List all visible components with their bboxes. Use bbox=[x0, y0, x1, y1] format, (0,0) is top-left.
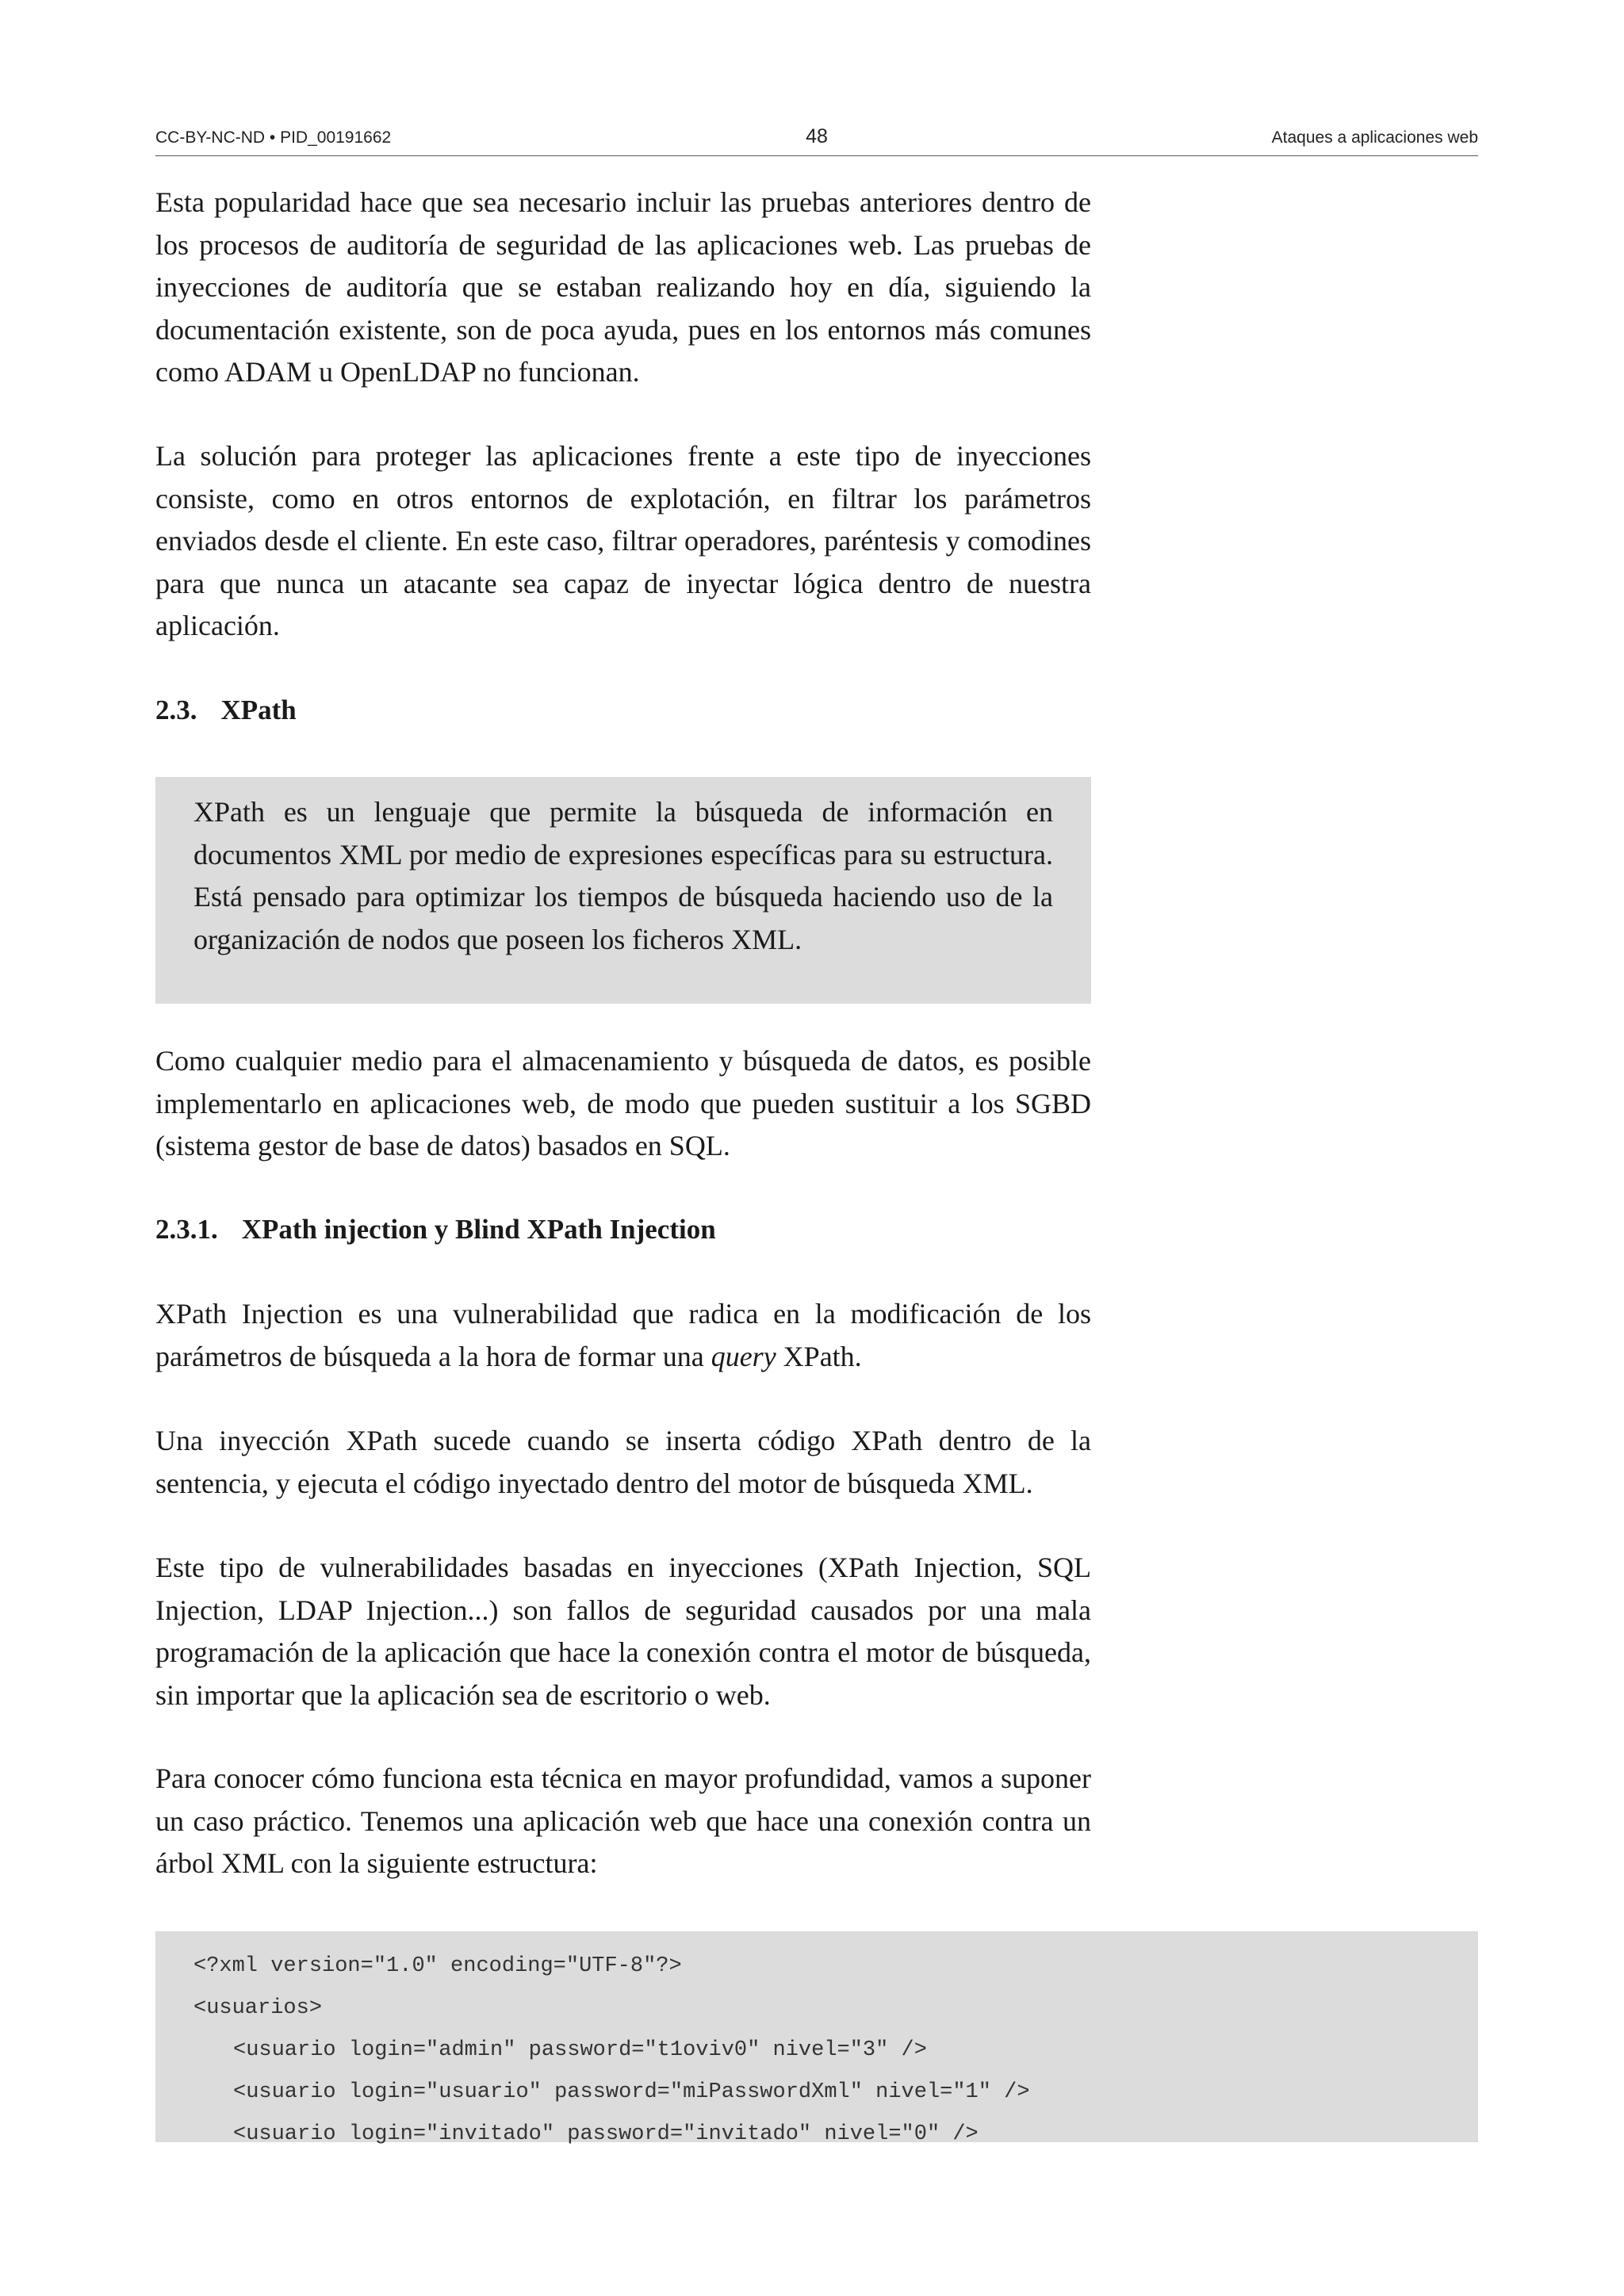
section-heading-xpath bbox=[155, 689, 1091, 732]
section-title: XPath bbox=[220, 695, 297, 725]
header-document-title: Ataques a aplicaciones web bbox=[1271, 128, 1478, 147]
paragraph-xpath-injection bbox=[155, 1293, 1091, 1378]
header-license-id: CC-BY-NC-ND • PID_00191662 bbox=[155, 128, 392, 147]
subsection-title: XPath injection y Blind XPath Injection bbox=[241, 1214, 716, 1245]
paragraph-text: Este tipo de vulnerabilidades basadas en inyecciones (XPath Injection, SQL Injection, LDAP Injection...) son fallos de seguridad causados por una mala programación de la aplicación que hace la conexión contra el motor de búsqueda, sin importar que la aplicación sea de escritorio o web. bbox=[155, 1552, 1091, 1711]
paragraph-text: La solución para proteger las aplicaciones frente a este tipo de inyecciones consiste, como en otros entornos de explotación, en filtrar los parámetros enviados desde el cliente. En este caso, filtrar operadores, paréntesis y comodines para que nunca un atacante sea capaz de inyectar lógica dentro de nuestra aplicación. bbox=[155, 440, 1091, 641]
paragraph-text: Para conocer cómo funciona esta técnica en mayor profundidad, vamos a suponer un caso práctico. Tenemos una aplicación web que hace una conexión contra un árbol XML con la siguiente estructura: bbox=[155, 1762, 1091, 1879]
paragraph-text: Una inyección XPath sucede cuando se inserta código XPath dentro de la sentencia, y ejecuta el código inyectado dentro del motor de búsqueda XML. bbox=[155, 1425, 1091, 1499]
paragraph-xpath-inyeccion bbox=[155, 1420, 1091, 1505]
code-line: <usuarios> bbox=[193, 1996, 323, 2020]
paragraph-popularity bbox=[155, 182, 1091, 394]
paragraph-storage bbox=[155, 1040, 1091, 1168]
emphasis-query: query bbox=[710, 1340, 776, 1372]
page-number: 48 bbox=[806, 125, 828, 147]
paragraph-text-end: XPath. bbox=[776, 1340, 862, 1372]
paragraph-vulnerabilities bbox=[155, 1547, 1091, 1716]
page-header bbox=[155, 125, 1478, 156]
definition-text: XPath es un lenguaje que permite la búsqueda de información en documentos XML por medio de expresiones específicas para su estructura. Está pensado para optimizar los tiempos de búsqueda haciendo uso de la organización de nodos que poseen los ficheros XML. bbox=[193, 796, 1053, 955]
subsection-number: 2.3.1. bbox=[155, 1214, 218, 1245]
paragraph-text bbox=[155, 1293, 1091, 1378]
paragraph-practical-case bbox=[155, 1758, 1091, 1885]
paragraph-text: Esta popularidad hace que sea necesario incluir las pruebas anteriores dentro de los procesos de auditoría de seguridad de las aplicaciones web. Las pruebas de inyecciones de auditoría que se estaban realizando hoy en día, siguiendo la documentación existente, son de poca ayuda, pues en los entornos más comunes como ADAM u OpenLDAP no funcionan. bbox=[155, 186, 1091, 388]
code-line: <usuario login="admin" password="t1oviv0" nivel="3" /> bbox=[233, 2038, 927, 2062]
xml-code-block bbox=[155, 1931, 1478, 2146]
section-number: 2.3. bbox=[155, 695, 197, 725]
paragraph-text: Como cualquier medio para el almacenamiento y búsqueda de datos, es posible implementarlo en aplicaciones web, de modo que pueden sustituir a los SGBD (sistema gestor de base de datos) basados en SQL. bbox=[155, 1045, 1091, 1161]
paragraph-solution bbox=[155, 435, 1091, 648]
code-line: <usuario login="invitado" password="invitado" nivel="0" /> bbox=[233, 2122, 979, 2146]
paragraph-text-start: XPath Injection es una vulnerabilidad que radica en la modificación de los parámetros de búsqueda a la hora de formar una bbox=[155, 1298, 1091, 1372]
definition-box bbox=[155, 777, 1091, 1004]
code-line: <usuario login="usuario" password="miPasswordXml" nivel="1" /> bbox=[233, 2080, 1030, 2104]
code-line: <?xml version="1.0" encoding="UTF-8"?> bbox=[193, 1954, 682, 1978]
section-heading-xpath-injection bbox=[155, 1208, 1091, 1251]
